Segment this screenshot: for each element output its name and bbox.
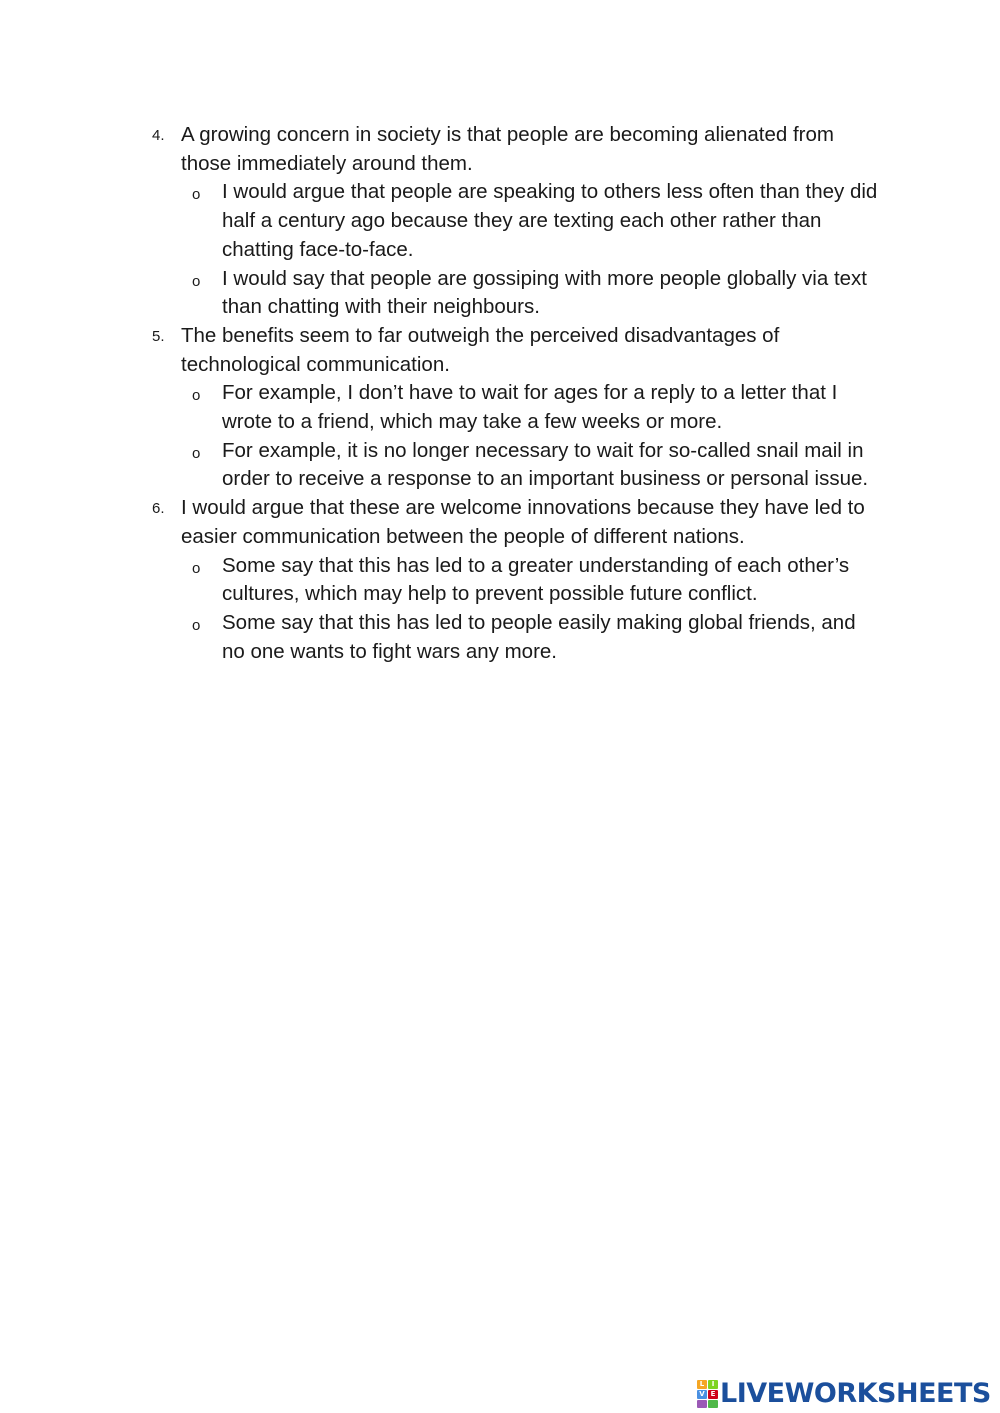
- item-number: 5.: [152, 327, 165, 345]
- item-text: A growing concern in society is that people are becoming alienated from those immediately around them.: [181, 123, 834, 175]
- logo-tile: E: [708, 1390, 718, 1399]
- numbered-list: [152, 121, 882, 666]
- item-number: 4.: [152, 127, 165, 144]
- logo-tile: L: [697, 1380, 707, 1389]
- sub-bullet: [152, 552, 882, 609]
- item-text: The benefits seem to far outweigh the perceived disadvantages of technological communication.: [181, 323, 780, 376]
- sub-bullet-text: For example, it is no longer necessary to wait for so-called snail mail in order to receive a response to an important business or personal issue.: [222, 438, 869, 491]
- sub-bullet: [152, 178, 882, 264]
- item-number: 6.: [152, 500, 165, 518]
- liveworksheets-logo: [697, 1378, 991, 1408]
- logo-tile: V: [697, 1390, 707, 1399]
- logo-wordmark: LIVEWORKSHEETS: [720, 1377, 991, 1409]
- circle-bullet-icon: o: [192, 387, 201, 405]
- circle-bullet-icon: o: [192, 186, 201, 204]
- sub-bullet-text: I would argue that people are speaking to others less often than they did half a century ago because they are texting each other rather than chatting face-to-face.: [222, 180, 878, 261]
- sub-bullet-text: Some say that this has led to people easily making global friends, and no one wants to fight wars any more.: [222, 610, 856, 663]
- logo-tile: [708, 1400, 718, 1408]
- sub-bullet-text: I would say that people are gossiping with more people globally via text than chatting with their neighbours.: [222, 266, 867, 319]
- sub-bullet: [152, 437, 882, 494]
- list-item-6: [152, 494, 882, 666]
- liveworksheets-logo-icon: [697, 1380, 717, 1406]
- circle-bullet-icon: o: [192, 559, 201, 577]
- circle-bullet-icon: o: [192, 444, 201, 462]
- circle-bullet-icon: o: [192, 272, 201, 290]
- circle-bullet-icon: o: [192, 616, 201, 634]
- sub-bullet: [152, 265, 882, 322]
- sub-bullet: [152, 609, 882, 666]
- sub-bullet-text: Some say that this has led to a greater understanding of each other’s cultures, which may help to prevent possible future conflict.: [222, 553, 850, 606]
- logo-tile: I: [708, 1380, 718, 1389]
- sub-bullet: [152, 379, 882, 436]
- item-text: I would argue that these are welcome innovations because they have led to easier communication between the people of different nations.: [181, 496, 865, 548]
- list-item-4: [152, 121, 882, 322]
- logo-tile: [697, 1400, 707, 1408]
- list-item-5: [152, 322, 882, 494]
- sub-bullet-text: For example, I don’t have to wait for ages for a reply to a letter that I wrote to a friend, which may take a few weeks or more.: [222, 381, 838, 434]
